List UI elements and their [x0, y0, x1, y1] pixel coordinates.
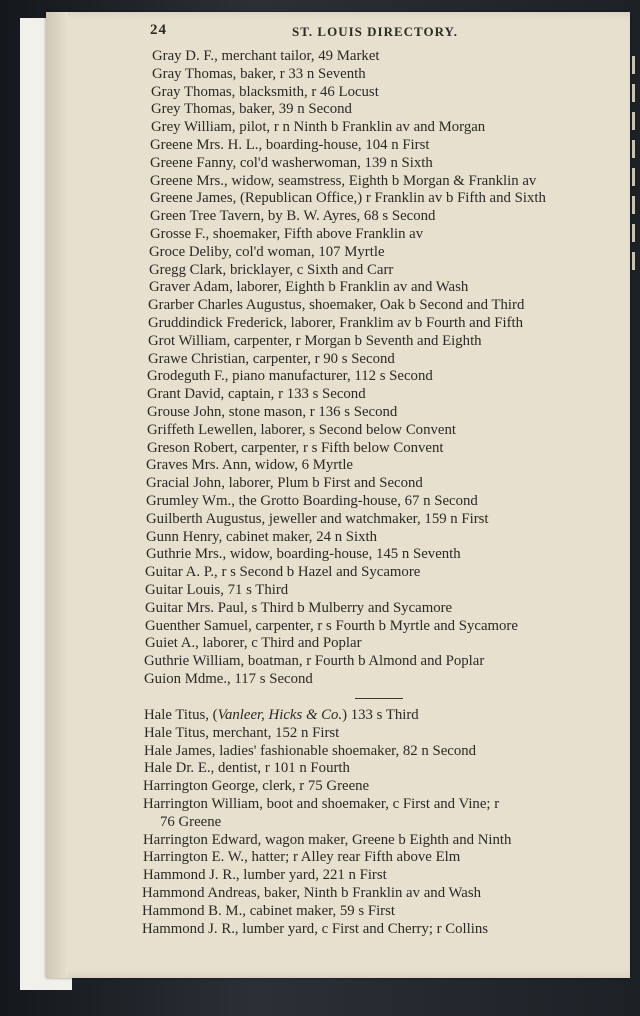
entry: Grey Thomas, baker, 39 n Second — [151, 101, 352, 118]
entry: Grot William, carpenter, r Morgan b Seventh and Eighth — [148, 332, 482, 349]
page-title: ST. LOUIS DIRECTORY. — [292, 24, 458, 39]
entry: Graves Mrs. Ann, widow, 6 Myrtle — [146, 457, 353, 474]
entry: Gunn Henry, cabinet maker, 24 n Sixth — [146, 528, 378, 545]
entry: Harrington Edward, wagon maker, Greene b Eighth and Ninth — [143, 831, 512, 848]
entry: Guitar Mrs. Paul, s Third b Mulberry and Sycamore — [145, 599, 453, 616]
entry: Hale Titus, merchant, 152 n First — [144, 724, 340, 741]
entry: Hammond J. R., lumber yard, c First and Cherry; r Collins — [142, 920, 489, 937]
entry: Gray D. F., merchant tailor, 49 Market — [152, 48, 380, 64]
entry: Hale James, ladies' fashionable shoemaker, 82 n Second — [144, 742, 477, 759]
entry: Greene Fanny, col'd washerwoman, 139 n Sixth — [150, 154, 433, 171]
entry-continuation: 76 Greene — [160, 813, 222, 830]
entry: Greene Mrs., widow, seamstress, Eighth b Morgan & Franklin av — [150, 172, 537, 189]
page-gutter — [46, 12, 68, 978]
entry: Groce Deliby, col'd woman, 107 Myrtle — [149, 243, 385, 260]
entry-address: ) 133 s Third — [342, 707, 419, 723]
entry: Guenther Samuel, carpenter, r s Fourth b Myrtle and Sycamore — [145, 617, 518, 634]
entry: Hammond J. R., lumber yard, 221 n First — [143, 867, 387, 884]
entry: Grey William, pilot, r n Ninth b Franklin av and Morgan — [151, 119, 486, 136]
entry: Hammond Andreas, baker, Ninth b Franklin av and Wash — [142, 885, 482, 901]
page-number: 24 — [150, 22, 167, 38]
entry: Guion Mdme., 117 s Second — [144, 671, 313, 687]
entry: Grarber Charles Augustus, shoemaker, Oak b Second and Third — [148, 297, 525, 314]
entry: Gracial John, laborer, Plum b First and Second — [146, 475, 423, 492]
entry: Greene Mrs. H. L., boarding-house, 104 n First — [150, 137, 430, 153]
entry: Gray Thomas, blacksmith, r 46 Locust — [151, 83, 379, 100]
entry: Gray Thomas, baker, r 33 n Seventh — [152, 65, 366, 82]
entry: Harrington George, clerk, r 75 Greene — [143, 778, 370, 795]
entry: Hale Dr. E., dentist, r 101 n Fourth — [144, 760, 350, 777]
entry: Gruddindick Frederick, laborer, Franklim av b Fourth and Fifth — [148, 315, 524, 331]
entry: Green Tree Tavern, by B. W. Ayres, 68 s Second — [150, 208, 436, 225]
entry: Grant David, captain, r 133 s Second — [147, 386, 366, 403]
page-header — [150, 22, 480, 42]
entry: Guthrie William, boatman, r Fourth b Almond and Poplar — [144, 653, 485, 670]
page-edge — [628, 50, 640, 370]
entry — [144, 706, 419, 724]
section-divider — [355, 698, 403, 699]
entry: Harrington E. W., hatter; r Alley rear Fifth above Elm — [143, 849, 461, 866]
entry: Grosse F., shoemaker, Fifth above Franklin av — [150, 226, 424, 242]
entry: Guthrie Mrs., widow, boarding-house, 145 n Seventh — [146, 546, 461, 563]
entry: Guitar Louis, 71 s Third — [145, 582, 289, 598]
entry: Gregg Clark, bricklayer, c Sixth and Carr — [149, 261, 394, 278]
entry: Grumley Wm., the Grotto Boarding-house, 67 n Second — [146, 493, 478, 509]
entry: Guitar A. P., r s Second b Hazel and Sycamore — [145, 564, 421, 581]
entry: Grawe Christian, carpenter, r 90 s Second — [148, 350, 395, 367]
entry: Greson Robert, carpenter, r s Fifth below Convent — [147, 439, 444, 456]
entry: Guilberth Augustus, jeweller and watchmaker, 159 n First — [146, 510, 489, 527]
entry: Guiet A., laborer, c Third and Poplar — [145, 635, 362, 652]
entry-firm: Vanleer, Hicks & Co. — [217, 707, 343, 723]
entry: Grodeguth F., piano manufacturer, 112 s Second — [147, 368, 433, 385]
entry: Grouse John, stone mason, r 136 s Second — [147, 404, 398, 420]
entry: Harrington William, boot and shoemaker, c First and Vine; r — [143, 796, 500, 812]
entry: Graver Adam, laborer, Eighth b Franklin av and Wash — [149, 279, 469, 296]
entry: Griffeth Lewellen, laborer, s Second below Convent — [147, 421, 456, 438]
entry-name: Hale Titus, ( — [144, 707, 218, 723]
entry: Hammond B. M., cabinet maker, 59 s First — [142, 902, 395, 919]
entry: Greene James, (Republican Office,) r Franklin av b Fifth and Sixth — [150, 190, 546, 207]
